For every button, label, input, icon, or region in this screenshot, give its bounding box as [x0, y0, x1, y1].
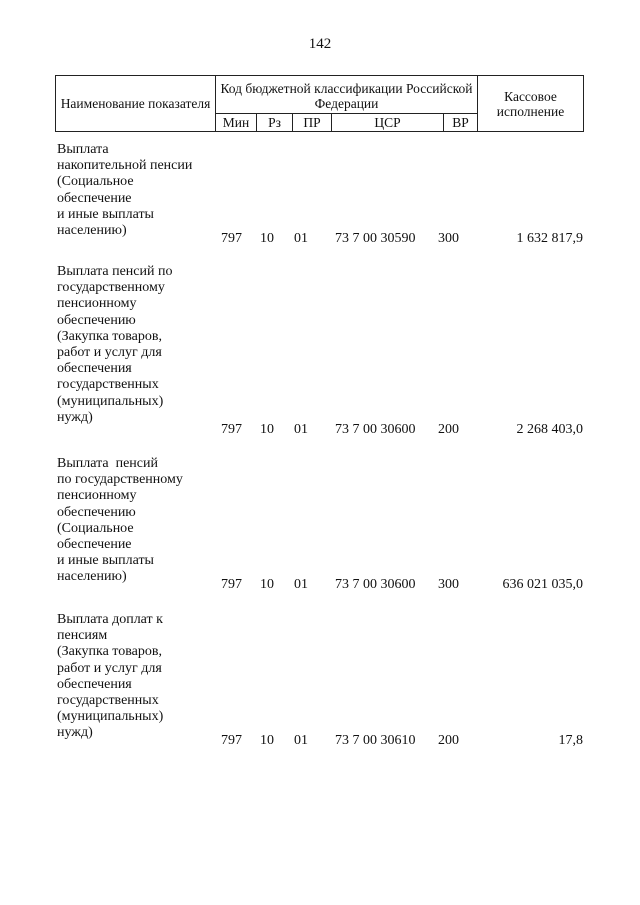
row-csr: 73 7 00 30610 — [335, 733, 416, 748]
row-min: 797 — [221, 231, 242, 246]
table-row — [0, 456, 640, 601]
row-csr: 73 7 00 30600 — [335, 577, 416, 592]
row-name: Выплата пенсий по государственному пенсионному обеспечению (Социальное обеспечение и иные выплаты населению) — [57, 456, 183, 585]
row-name: Выплата пенсий по государственному пенсионному обеспечению (Закупка товаров, работ и услуг для обеспечения государственных (муниципальных) нужд) — [57, 264, 173, 425]
header-amount-column: Кассовое исполнение — [478, 76, 584, 132]
row-min: 797 — [221, 577, 242, 592]
header-pr: ПР — [293, 114, 332, 132]
table-header — [55, 75, 584, 132]
row-rz: 10 — [260, 231, 274, 246]
header-name-column: Наименование показателя — [56, 76, 216, 132]
header-min: Мин — [216, 114, 257, 132]
row-pr: 01 — [294, 231, 308, 246]
row-name: Выплата накопительной пенсии (Социальное обеспечение и иные выплаты населению) — [57, 142, 193, 239]
row-csr: 73 7 00 30590 — [335, 231, 416, 246]
row-rz: 10 — [260, 733, 274, 748]
row-amount: 2 268 403,0 — [516, 422, 583, 437]
row-vr: 300 — [438, 577, 459, 592]
header-rz: Рз — [257, 114, 293, 132]
row-pr: 01 — [294, 733, 308, 748]
row-min: 797 — [221, 733, 242, 748]
row-vr: 200 — [438, 422, 459, 437]
row-name: Выплата доплат к пенсиям (Закупка товаров, работ и услуг для обеспечения государственных (муниципальных) нужд) — [57, 612, 164, 741]
table-row — [0, 264, 640, 444]
row-pr: 01 — [294, 422, 308, 437]
page-number: 142 — [308, 36, 332, 52]
row-vr: 300 — [438, 231, 459, 246]
row-vr: 200 — [438, 733, 459, 748]
header-code-group: Код бюджетной классификации Российской Федерации — [216, 76, 478, 114]
table-row — [0, 612, 640, 757]
row-rz: 10 — [260, 577, 274, 592]
table-row — [0, 142, 640, 252]
row-amount: 17,8 — [558, 733, 583, 748]
row-rz: 10 — [260, 422, 274, 437]
header-vr: ВР — [444, 114, 478, 132]
header-csr: ЦСР — [332, 114, 444, 132]
row-csr: 73 7 00 30600 — [335, 422, 416, 437]
row-pr: 01 — [294, 577, 308, 592]
row-amount: 636 021 035,0 — [502, 577, 583, 592]
row-amount: 1 632 817,9 — [516, 231, 583, 246]
row-min: 797 — [221, 422, 242, 437]
